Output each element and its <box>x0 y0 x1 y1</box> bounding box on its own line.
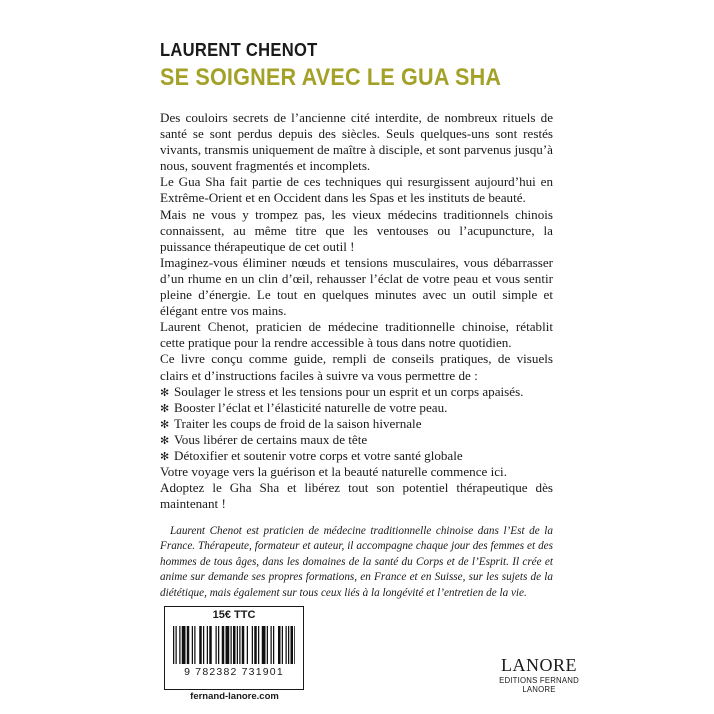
barcode-bar <box>179 626 180 664</box>
author-name: LAURENT CHENOT <box>160 40 318 60</box>
barcode-bar <box>187 626 190 664</box>
barcode-icon <box>173 626 295 666</box>
back-cover-text <box>160 110 553 512</box>
list-item-text: Vous libérer de certains maux de tête <box>174 431 368 447</box>
barcode-bar <box>231 626 232 664</box>
paragraph: Laurent Chenot, praticien de médecine traditionnelle chinoise, rétablit cette pratique pour la rendre accessible à tous dans notre quotidien. <box>160 319 553 351</box>
barcode-bar <box>242 626 245 664</box>
paragraph: Mais ne vous y trompez pas, les vieux médecins traditionnels chinois connaissent, au même titre que les ventouses ou l’acupuncture, la puissance thérapeutique de cet outil ! <box>160 206 553 254</box>
list-item <box>160 416 553 432</box>
asterisk-icon: ✻ <box>160 418 170 431</box>
publisher-website: fernand-lanore.com <box>190 691 279 702</box>
barcode-bar <box>173 626 174 664</box>
isbn-number: 9 782382 731901 <box>184 666 284 678</box>
list-item <box>160 400 553 416</box>
paragraph: Ce livre conçu comme guide, rempli de conseils pratiques, de visuels clairs et d’instructions faciles à suivre va vous permettre de : <box>160 351 553 383</box>
author-bio: Laurent Chenot est praticien de médecine traditionnelle chinoise dans l’Est de la France. Thérapeute, formateur et auteur, il accompagne chaque jour des femmes et des hommes de tous âges, dans les domaines de la santé du Corps et de l’Esprit. Il crée et anime sur demande ses propres formations, en France et en Suisse, sur les sujets de la diététique, mais également sur tous ceux liés à la longévité et l’entretien de la vie. <box>160 525 553 599</box>
barcode-bar <box>252 626 253 664</box>
barcode-bar <box>176 626 177 664</box>
barcode-bar <box>199 626 202 664</box>
barcode-bar <box>237 626 238 664</box>
barcode-bar <box>226 626 230 664</box>
barcode-box <box>164 606 304 690</box>
list-item <box>160 432 553 448</box>
price-label: 15€ TTC <box>212 609 256 621</box>
list-item-text: Détoxifier et soutenir votre corps et votre santé globale <box>174 447 463 463</box>
barcode-bar <box>203 626 204 664</box>
barcode-bar <box>182 626 186 664</box>
barcode-bar <box>262 626 266 664</box>
list-item <box>160 384 553 400</box>
list-item-text: Soulager le stress et les tensions pour un esprit et un corps apaisés. <box>174 383 524 399</box>
list-item-text: Traiter les coups de froid de la saison hivernale <box>174 415 422 431</box>
paragraph: Imaginez-vous éliminer nœuds et tensions musculaires, vous débarrasser d’un rhume en un clin d’œil, rehausser l’éclat de votre peau et vous sentir pleine d’énergie. Le tout en quelques minutes avec un outil simple et élégant entre vos mains. <box>160 254 553 319</box>
barcode-bar <box>239 626 240 664</box>
paragraph: Votre voyage vers la guérison et la beauté naturelle commence ici. <box>160 464 507 480</box>
list-item-text: Booster l’éclat et l’élasticité naturelle de votre peau. <box>174 399 448 415</box>
barcode-bar <box>218 626 219 664</box>
barcode-bar <box>247 626 248 664</box>
paragraph: Des couloirs secrets de l’ancienne cité interdite, de nombreux rituels de santé se sont perdus depuis des siècles. Seuls quelques-uns sont restés vivants, transmis uniquement de maître à disciple, et sont parvenus jusqu’à nous, souvent fragmentés et incomplets. <box>160 110 553 174</box>
barcode-bar <box>194 626 195 664</box>
paragraph: Adoptez le Gha Sha et libérez tout son potentiel thérapeutique dès maintenant ! <box>160 480 553 512</box>
barcode-bar <box>291 626 294 664</box>
barcode-bar <box>282 626 283 664</box>
barcode-bar <box>288 626 289 664</box>
asterisk-icon: ✻ <box>160 434 170 447</box>
asterisk-icon: ✻ <box>160 386 170 399</box>
barcode-bar <box>207 626 208 664</box>
barcode-bar <box>271 626 272 664</box>
barcode-bar <box>258 626 259 664</box>
barcode-bar <box>267 626 268 664</box>
barcode-bar <box>273 626 274 664</box>
barcode-bar <box>254 626 257 664</box>
barcode-bar <box>192 626 193 664</box>
publisher-subtitle: EDITIONS FERNAND LANORE <box>499 676 579 694</box>
barcode-bar <box>216 626 217 664</box>
barcode-bar <box>209 626 212 664</box>
barcode-bar <box>286 626 287 664</box>
book-title: SE SOIGNER AVEC LE GUA SHA <box>160 64 502 91</box>
list-item <box>160 448 553 464</box>
barcode-bar <box>233 626 236 664</box>
paragraph: Le Gua Sha fait partie de ces techniques qui resurgissent aujourd’hui en Extrême-Orient et en Occident dans les Spas et les instituts de beauté. <box>160 174 553 206</box>
publisher-logo: LANORE <box>501 655 577 675</box>
benefits-list <box>160 384 553 464</box>
barcode-bar <box>222 626 225 664</box>
asterisk-icon: ✻ <box>160 402 170 415</box>
barcode-bar <box>294 626 295 664</box>
asterisk-icon: ✻ <box>160 450 170 463</box>
barcode-bar <box>278 626 281 664</box>
